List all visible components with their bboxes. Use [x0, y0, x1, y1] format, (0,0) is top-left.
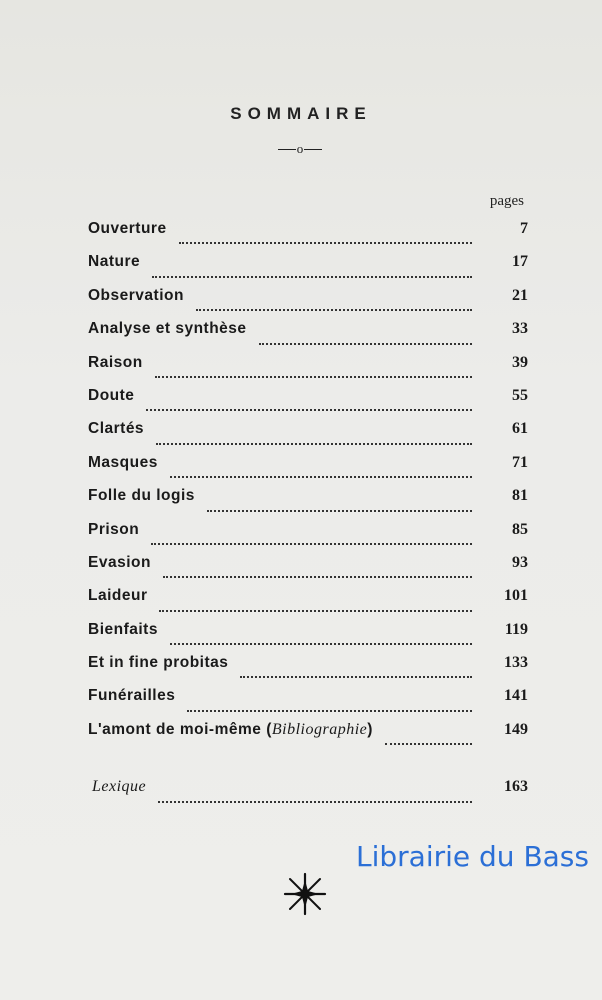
toc-entry-page: 119 [504, 620, 528, 638]
toc-row [88, 253, 528, 286]
toc-entry-label: Doute [88, 386, 135, 404]
toc-row [88, 420, 528, 453]
toc-row-lexique [88, 778, 528, 811]
toc-row [88, 487, 528, 520]
toc-row [88, 554, 528, 587]
watermark-text: Librairie du Bass [356, 840, 589, 873]
toc-entry-page: 61 [512, 420, 528, 438]
toc-entry-label: Observation [88, 286, 184, 304]
dot-leader [187, 710, 472, 712]
toc-entry-page: 149 [504, 720, 528, 738]
toc-entry-label: Et in fine probitas [88, 654, 229, 672]
title-ornament [270, 140, 330, 158]
toc-row [88, 521, 528, 554]
toc-entry-page: 7 [520, 220, 528, 237]
dot-leader [207, 510, 472, 512]
toc-entry-page: 21 [512, 286, 528, 304]
lexique-page: 163 [504, 778, 528, 796]
toc-entry-label: Masques [88, 453, 158, 471]
toc-entry-label: Evasion [88, 553, 151, 571]
toc-entry-label: Clartés [88, 420, 145, 438]
toc-row [88, 387, 528, 420]
dot-leader [179, 242, 472, 244]
toc-entry-label: L'amont de moi-même (Bibliographie) [88, 720, 373, 738]
toc-entry-label: Laideur [88, 587, 148, 605]
toc-entry-page: 133 [504, 654, 528, 672]
toc-entry-label: Folle du logis [88, 487, 195, 505]
toc-entry-label: Nature [88, 253, 141, 271]
dot-leader [151, 543, 472, 545]
toc-entry-label: Analyse et synthèse [88, 320, 247, 338]
dot-leader [156, 443, 472, 445]
table-of-contents [88, 220, 528, 812]
toc-entry-page: 93 [512, 553, 528, 571]
toc-entry-page: 39 [512, 353, 528, 371]
toc-entry-page: 141 [504, 687, 528, 705]
toc-entry-label: Funérailles [88, 687, 176, 705]
toc-row [88, 220, 528, 253]
dot-leader [170, 643, 472, 645]
pages-column-label: pages [489, 193, 524, 209]
page-title: SOMMAIRE [230, 104, 372, 123]
toc-entry-label: Prison [88, 520, 140, 538]
dot-leader [158, 801, 472, 803]
lexique-label: Lexique [92, 778, 147, 796]
dot-leader [240, 676, 472, 678]
ornament-line-right [304, 149, 322, 150]
dot-leader [259, 343, 472, 345]
toc-entry-label: Raison [88, 353, 143, 371]
toc-entry-page: 55 [512, 386, 528, 404]
toc-entry-label-main: L'amont de moi-même [88, 720, 262, 738]
toc-row [88, 621, 528, 654]
star-ornament-icon [283, 872, 327, 916]
dot-leader [152, 276, 472, 278]
dot-leader [163, 576, 472, 578]
toc-entry-page: 71 [512, 453, 528, 471]
toc-row [88, 687, 528, 720]
dot-leader [155, 376, 472, 378]
ornament-line-left [278, 149, 296, 150]
toc-entry-label: Ouverture [88, 220, 167, 237]
toc-row [88, 654, 528, 687]
dot-leader [196, 309, 472, 311]
toc-entry-page: 81 [512, 487, 528, 505]
toc-row [88, 287, 528, 320]
toc-row [88, 354, 528, 387]
toc-entry-label: Bienfaits [88, 620, 158, 638]
toc-entry-page: 85 [512, 520, 528, 538]
toc-entry-page: 17 [512, 253, 528, 271]
dot-leader [146, 409, 472, 411]
toc-entry-page: 33 [512, 320, 528, 338]
dot-leader [385, 743, 472, 745]
toc-row [88, 454, 528, 487]
toc-entry-page: 101 [504, 587, 528, 605]
toc-entry-label-italic: Bibliographie [271, 720, 368, 738]
toc-row [88, 721, 528, 754]
ornament-circle: o [296, 141, 304, 157]
dot-leader [159, 610, 472, 612]
dot-leader [170, 476, 472, 478]
toc-row [88, 320, 528, 353]
toc-row [88, 587, 528, 620]
